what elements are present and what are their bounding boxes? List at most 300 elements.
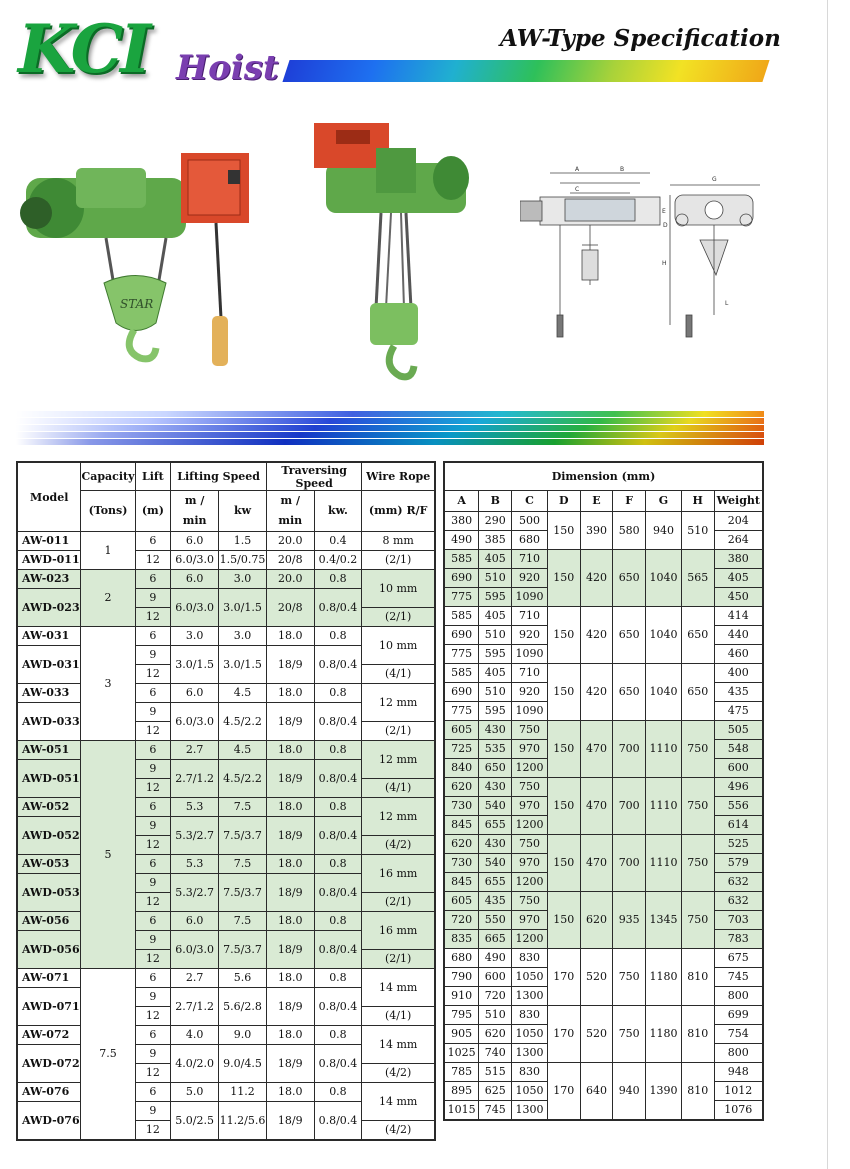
dim-row bbox=[444, 1063, 763, 1082]
lift-cell: 12 bbox=[135, 1064, 171, 1083]
wire-rope-size: 12 mm bbox=[362, 684, 435, 722]
dim-c: 1050 bbox=[512, 968, 548, 987]
speed-cell-ts: 18/9 bbox=[267, 931, 315, 969]
dim-c: 1300 bbox=[512, 1044, 548, 1063]
dim-d: 150 bbox=[547, 607, 580, 664]
spec-row bbox=[17, 741, 435, 760]
spec-row bbox=[17, 1083, 435, 1102]
header-model: Model bbox=[17, 462, 81, 532]
speed-cell-lk: 3.0/1.5 bbox=[219, 589, 267, 627]
speed-cell-tk: 0.8/0.4 bbox=[314, 874, 362, 912]
speed-cell-ls: 5.0/2.5 bbox=[171, 1102, 219, 1141]
dim-f: 580 bbox=[613, 512, 646, 550]
dim-d: 150 bbox=[547, 778, 580, 835]
model-awd: AWD-031 bbox=[17, 646, 81, 684]
dim-row bbox=[444, 1006, 763, 1025]
dim-weight: 204 bbox=[714, 512, 763, 531]
header-dim-b: B bbox=[479, 491, 512, 512]
dim-h: 650 bbox=[681, 664, 714, 721]
dim-f: 940 bbox=[613, 1063, 646, 1121]
lift-cell: 6 bbox=[135, 684, 171, 703]
speed-cell-tk: 0.8/0.4 bbox=[314, 760, 362, 798]
speed-cell-ts: 18.0 bbox=[267, 855, 315, 874]
speed-cell-tk: 0.8/0.4 bbox=[314, 589, 362, 627]
speed-cell-tk: 0.8/0.4 bbox=[314, 703, 362, 741]
dim-f: 750 bbox=[613, 949, 646, 1006]
wire-rope-size: 12 mm bbox=[362, 741, 435, 779]
model-awd: AWD-051 bbox=[17, 760, 81, 798]
dim-c: 920 bbox=[512, 683, 548, 702]
dim-c: 970 bbox=[512, 740, 548, 759]
lift-cell: 12 bbox=[135, 722, 171, 741]
speed-cell-ts: 18/9 bbox=[267, 1102, 315, 1141]
dim-b: 540 bbox=[479, 854, 512, 873]
wire-rope-reeving: (2/1) bbox=[362, 950, 435, 969]
dim-c: 680 bbox=[512, 531, 548, 550]
dim-weight: 440 bbox=[714, 626, 763, 645]
lift-cell: 12 bbox=[135, 1007, 171, 1026]
dim-c: 920 bbox=[512, 626, 548, 645]
speed-cell-lk: 9.0/4.5 bbox=[219, 1045, 267, 1083]
dim-g: 1110 bbox=[646, 835, 682, 892]
dim-weight: 496 bbox=[714, 778, 763, 797]
dim-a: 725 bbox=[444, 740, 479, 759]
dim-row bbox=[444, 721, 763, 740]
speed-cell-ls: 2.7 bbox=[171, 741, 219, 760]
dim-a: 720 bbox=[444, 911, 479, 930]
dim-a: 910 bbox=[444, 987, 479, 1006]
spec-row bbox=[17, 912, 435, 931]
lift-cell: 12 bbox=[135, 779, 171, 798]
speed-cell-lk: 7.5 bbox=[219, 912, 267, 931]
speed-cell-ls: 6.0 bbox=[171, 570, 219, 589]
dim-a: 585 bbox=[444, 550, 479, 569]
wire-rope-size: 16 mm bbox=[362, 855, 435, 893]
speed-cell-lk: 4.5/2.2 bbox=[219, 703, 267, 741]
dim-b: 625 bbox=[479, 1082, 512, 1101]
speed-cell-lk: 3.0/1.5 bbox=[219, 646, 267, 684]
dim-a: 620 bbox=[444, 835, 479, 854]
dim-f: 700 bbox=[613, 835, 646, 892]
dim-c: 750 bbox=[512, 721, 548, 740]
header-dim-d: D bbox=[547, 491, 580, 512]
dim-f: 935 bbox=[613, 892, 646, 949]
wire-rope-reeving: (4/1) bbox=[362, 665, 435, 684]
dim-weight: 754 bbox=[714, 1025, 763, 1044]
speed-cell-ts: 18.0 bbox=[267, 798, 315, 817]
dim-d: 150 bbox=[547, 664, 580, 721]
dim-c: 970 bbox=[512, 911, 548, 930]
spec-row bbox=[17, 798, 435, 817]
dim-f: 750 bbox=[613, 1006, 646, 1063]
dim-d: 170 bbox=[547, 1006, 580, 1063]
dim-b: 510 bbox=[479, 683, 512, 702]
speed-cell-lk: 11.2 bbox=[219, 1083, 267, 1102]
dim-a: 690 bbox=[444, 626, 479, 645]
lift-cell: 6 bbox=[135, 627, 171, 646]
model-aw: AW-031 bbox=[17, 627, 81, 646]
dim-label-a: A bbox=[575, 166, 580, 173]
dim-label-d: D bbox=[663, 222, 668, 229]
speed-cell-ts: 20/8 bbox=[267, 589, 315, 627]
speed-cell-tk: 0.8 bbox=[314, 912, 362, 931]
header-capacity-unit: (Tons) bbox=[81, 491, 135, 532]
dim-weight: 264 bbox=[714, 531, 763, 550]
lift-cell: 6 bbox=[135, 1026, 171, 1045]
speed-cell-tk: 0.8/0.4 bbox=[314, 646, 362, 684]
capacity-cell: 1 bbox=[81, 532, 135, 570]
dim-b: 665 bbox=[479, 930, 512, 949]
dim-h: 750 bbox=[681, 778, 714, 835]
dim-weight: 1076 bbox=[714, 1101, 763, 1121]
dimension-diagram bbox=[520, 165, 760, 345]
dim-weight: 675 bbox=[714, 949, 763, 968]
dim-a: 690 bbox=[444, 569, 479, 588]
model-aw: AW-011 bbox=[17, 532, 81, 551]
wire-rope-size: 12 mm bbox=[362, 798, 435, 836]
dim-a: 840 bbox=[444, 759, 479, 778]
dim-h: 650 bbox=[681, 607, 714, 664]
header-traversing-speed: Traversing Speed bbox=[267, 462, 362, 491]
dim-h: 810 bbox=[681, 949, 714, 1006]
dim-a: 620 bbox=[444, 778, 479, 797]
spec-row bbox=[17, 1026, 435, 1045]
model-aw: AW-052 bbox=[17, 798, 81, 817]
lift-cell: 6 bbox=[135, 798, 171, 817]
dim-weight: 800 bbox=[714, 987, 763, 1006]
dim-a: 790 bbox=[444, 968, 479, 987]
dim-e: 390 bbox=[580, 512, 613, 550]
dim-f: 700 bbox=[613, 721, 646, 778]
dim-c: 710 bbox=[512, 607, 548, 626]
speed-cell-ls: 5.3/2.7 bbox=[171, 817, 219, 855]
wire-rope-reeving: (4/2) bbox=[362, 836, 435, 855]
dim-g: 940 bbox=[646, 512, 682, 550]
wire-rope-size: 8 mm bbox=[362, 532, 435, 551]
lift-cell: 9 bbox=[135, 874, 171, 893]
model-aw: AW-072 bbox=[17, 1026, 81, 1045]
lift-cell: 12 bbox=[135, 608, 171, 627]
section-rainbow-bar bbox=[16, 411, 764, 453]
model-awd: AWD-076 bbox=[17, 1102, 81, 1141]
dim-e: 470 bbox=[580, 778, 613, 835]
dim-row bbox=[444, 664, 763, 683]
dim-c: 750 bbox=[512, 835, 548, 854]
speed-cell-ts: 18.0 bbox=[267, 912, 315, 931]
logo-brand: KCI bbox=[18, 10, 148, 88]
header-lift-unit: (m) bbox=[135, 491, 171, 532]
capacity-cell: 2 bbox=[81, 570, 135, 627]
header-rainbow-stripe bbox=[282, 60, 769, 82]
header-dim-f: F bbox=[613, 491, 646, 512]
model-awd: AWD-023 bbox=[17, 589, 81, 627]
speed-cell-ls: 6.0 bbox=[171, 684, 219, 703]
dim-h: 510 bbox=[681, 512, 714, 550]
dim-a: 605 bbox=[444, 721, 479, 740]
speed-cell-ts: 18.0 bbox=[267, 741, 315, 760]
dim-a: 490 bbox=[444, 531, 479, 550]
header-traversing-kw: kw. bbox=[314, 491, 362, 532]
spec-row bbox=[17, 855, 435, 874]
dim-weight: 525 bbox=[714, 835, 763, 854]
dim-weight: 400 bbox=[714, 664, 763, 683]
wire-rope-reeving: (4/2) bbox=[362, 1064, 435, 1083]
speed-cell-ts: 18.0 bbox=[267, 1026, 315, 1045]
dim-a: 835 bbox=[444, 930, 479, 949]
dim-weight: 632 bbox=[714, 892, 763, 911]
dim-b: 430 bbox=[479, 835, 512, 854]
dim-a: 795 bbox=[444, 1006, 479, 1025]
dim-e: 520 bbox=[580, 949, 613, 1006]
speed-cell-lk: 4.5 bbox=[219, 684, 267, 703]
specification-table bbox=[16, 461, 436, 1141]
dim-b: 655 bbox=[479, 873, 512, 892]
lift-cell: 12 bbox=[135, 665, 171, 684]
dim-e: 420 bbox=[580, 607, 613, 664]
dim-b: 655 bbox=[479, 816, 512, 835]
speed-cell-ls: 5.0 bbox=[171, 1083, 219, 1102]
speed-cell-tk: 0.8 bbox=[314, 570, 362, 589]
dim-label-h: H bbox=[662, 260, 667, 267]
dim-e: 620 bbox=[580, 892, 613, 949]
speed-cell-ls: 2.7 bbox=[171, 969, 219, 988]
lift-cell: 6 bbox=[135, 570, 171, 589]
model-aw: AW-051 bbox=[17, 741, 81, 760]
dim-a: 730 bbox=[444, 854, 479, 873]
speed-cell-ls: 6.0/3.0 bbox=[171, 931, 219, 969]
speed-cell-lk: 7.5/3.7 bbox=[219, 874, 267, 912]
dimension-table bbox=[443, 461, 764, 1121]
dim-a: 585 bbox=[444, 607, 479, 626]
dim-e: 520 bbox=[580, 1006, 613, 1063]
dim-h: 810 bbox=[681, 1063, 714, 1121]
header-dim-weight: Weight bbox=[714, 491, 763, 512]
dim-weight: 380 bbox=[714, 550, 763, 569]
dim-g: 1390 bbox=[646, 1063, 682, 1121]
dim-b: 600 bbox=[479, 968, 512, 987]
speed-cell-tk: 0.8 bbox=[314, 684, 362, 703]
dim-b: 385 bbox=[479, 531, 512, 550]
speed-cell-lk: 4.5 bbox=[219, 741, 267, 760]
dim-b: 490 bbox=[479, 949, 512, 968]
speed-cell-ts: 18/9 bbox=[267, 988, 315, 1026]
speed-cell-ls: 6.0 bbox=[171, 532, 219, 551]
dim-weight: 405 bbox=[714, 569, 763, 588]
dim-a: 785 bbox=[444, 1063, 479, 1082]
speed-cell-lk: 7.5 bbox=[219, 798, 267, 817]
dim-a: 730 bbox=[444, 797, 479, 816]
dim-c: 830 bbox=[512, 1006, 548, 1025]
dim-label-e: E bbox=[662, 208, 666, 215]
dim-c: 1050 bbox=[512, 1082, 548, 1101]
dim-e: 420 bbox=[580, 550, 613, 607]
dim-d: 170 bbox=[547, 1063, 580, 1121]
dim-c: 710 bbox=[512, 664, 548, 683]
dim-b: 595 bbox=[479, 588, 512, 607]
dim-g: 1040 bbox=[646, 550, 682, 607]
lift-cell: 9 bbox=[135, 1102, 171, 1121]
lift-cell: 12 bbox=[135, 1121, 171, 1141]
header-dimension: Dimension (mm) bbox=[444, 462, 763, 491]
dim-a: 775 bbox=[444, 645, 479, 664]
spec-row bbox=[17, 969, 435, 988]
dim-row bbox=[444, 607, 763, 626]
dim-b: 435 bbox=[479, 892, 512, 911]
dim-row bbox=[444, 550, 763, 569]
dim-c: 1200 bbox=[512, 930, 548, 949]
header-lifting-speed: Lifting Speed bbox=[171, 462, 267, 491]
dim-row bbox=[444, 778, 763, 797]
speed-cell-tk: 0.8/0.4 bbox=[314, 1045, 362, 1083]
speed-cell-tk: 0.8 bbox=[314, 627, 362, 646]
dim-row bbox=[444, 835, 763, 854]
dim-c: 750 bbox=[512, 778, 548, 797]
dim-a: 690 bbox=[444, 683, 479, 702]
speed-cell-tk: 0.8 bbox=[314, 741, 362, 760]
dim-a: 1015 bbox=[444, 1101, 479, 1121]
wire-rope-size: 14 mm bbox=[362, 1026, 435, 1064]
model-aw: AW-071 bbox=[17, 969, 81, 988]
wire-rope-size: 14 mm bbox=[362, 1083, 435, 1121]
spec-row bbox=[17, 532, 435, 551]
dim-row bbox=[444, 949, 763, 968]
speed-cell-lk: 7.5/3.7 bbox=[219, 817, 267, 855]
speed-cell-tk: 0.8/0.4 bbox=[314, 817, 362, 855]
lift-cell: 12 bbox=[135, 950, 171, 969]
wire-rope-size: 14 mm bbox=[362, 969, 435, 1007]
page-title: AW-Type Specification bbox=[500, 25, 781, 52]
speed-cell-tk: 0.8/0.4 bbox=[314, 988, 362, 1026]
model-aw: AW-033 bbox=[17, 684, 81, 703]
dim-weight: 600 bbox=[714, 759, 763, 778]
speed-cell-ts: 18.0 bbox=[267, 1083, 315, 1102]
wire-rope-reeving: (2/1) bbox=[362, 608, 435, 627]
dim-b: 745 bbox=[479, 1101, 512, 1121]
speed-cell-tk: 0.8 bbox=[314, 1083, 362, 1102]
dim-f: 650 bbox=[613, 607, 646, 664]
speed-cell-ls: 6.0/3.0 bbox=[171, 703, 219, 741]
dim-g: 1180 bbox=[646, 1006, 682, 1063]
dim-weight: 414 bbox=[714, 607, 763, 626]
speed-cell-ls: 6.0/3.0 bbox=[171, 589, 219, 627]
speed-cell-lk: 1.5/0.75 bbox=[219, 551, 267, 570]
dim-a: 905 bbox=[444, 1025, 479, 1044]
dim-weight: 1012 bbox=[714, 1082, 763, 1101]
speed-cell-lk: 7.5/3.7 bbox=[219, 931, 267, 969]
dim-weight: 745 bbox=[714, 968, 763, 987]
dim-weight: 435 bbox=[714, 683, 763, 702]
speed-cell-tk: 0.4 bbox=[314, 532, 362, 551]
dim-c: 1090 bbox=[512, 702, 548, 721]
dim-c: 920 bbox=[512, 569, 548, 588]
dim-h: 565 bbox=[681, 550, 714, 607]
dim-row bbox=[444, 512, 763, 531]
lift-cell: 6 bbox=[135, 855, 171, 874]
lift-cell: 12 bbox=[135, 836, 171, 855]
model-awd: AWD-033 bbox=[17, 703, 81, 741]
lift-cell: 12 bbox=[135, 551, 171, 570]
dim-h: 810 bbox=[681, 1006, 714, 1063]
model-awd: AWD-072 bbox=[17, 1045, 81, 1083]
header-lift: Lift bbox=[135, 462, 171, 491]
speed-cell-lk: 7.5 bbox=[219, 855, 267, 874]
lift-cell: 6 bbox=[135, 912, 171, 931]
speed-cell-tk: 0.8 bbox=[314, 969, 362, 988]
dim-b: 510 bbox=[479, 569, 512, 588]
dim-a: 680 bbox=[444, 949, 479, 968]
dim-g: 1040 bbox=[646, 664, 682, 721]
dim-d: 150 bbox=[547, 721, 580, 778]
spec-row bbox=[17, 627, 435, 646]
speed-cell-ls: 2.7/1.2 bbox=[171, 988, 219, 1026]
dim-weight: 475 bbox=[714, 702, 763, 721]
dim-c: 830 bbox=[512, 1063, 548, 1082]
lift-cell: 9 bbox=[135, 703, 171, 722]
dim-b: 405 bbox=[479, 550, 512, 569]
logo-product: Hoist bbox=[176, 48, 279, 88]
dim-c: 1050 bbox=[512, 1025, 548, 1044]
dim-label-b: B bbox=[620, 166, 625, 173]
speed-cell-tk: 0.8 bbox=[314, 798, 362, 817]
dim-c: 1090 bbox=[512, 645, 548, 664]
speed-cell-ts: 18/9 bbox=[267, 874, 315, 912]
speed-cell-ts: 18.0 bbox=[267, 627, 315, 646]
dim-g: 1180 bbox=[646, 949, 682, 1006]
wire-rope-reeving: (2/1) bbox=[362, 551, 435, 570]
wire-rope-reeving: (2/1) bbox=[362, 893, 435, 912]
model-awd: AWD-056 bbox=[17, 931, 81, 969]
model-aw: AW-056 bbox=[17, 912, 81, 931]
dim-c: 1300 bbox=[512, 1101, 548, 1121]
dim-weight: 450 bbox=[714, 588, 763, 607]
speed-cell-tk: 0.8/0.4 bbox=[314, 1102, 362, 1141]
header-capacity: Capacity bbox=[81, 462, 135, 491]
header-dim-e: E bbox=[580, 491, 613, 512]
wire-rope-reeving: (2/1) bbox=[362, 722, 435, 741]
model-awd: AWD-071 bbox=[17, 988, 81, 1026]
dim-g: 1345 bbox=[646, 892, 682, 949]
speed-cell-ts: 20.0 bbox=[267, 570, 315, 589]
dim-c: 970 bbox=[512, 797, 548, 816]
dim-f: 700 bbox=[613, 778, 646, 835]
capacity-cell: 7.5 bbox=[81, 969, 135, 1141]
lift-cell: 6 bbox=[135, 532, 171, 551]
model-awd: AWD-052 bbox=[17, 817, 81, 855]
dim-b: 650 bbox=[479, 759, 512, 778]
speed-cell-ts: 20/8 bbox=[267, 551, 315, 570]
wire-rope-reeving: (4/1) bbox=[362, 1007, 435, 1026]
kci-hoist-logo bbox=[18, 10, 288, 94]
dim-row bbox=[444, 892, 763, 911]
block-label: STAR bbox=[120, 297, 154, 311]
speed-cell-ts: 18/9 bbox=[267, 760, 315, 798]
dim-b: 550 bbox=[479, 911, 512, 930]
dim-b: 595 bbox=[479, 702, 512, 721]
dim-d: 150 bbox=[547, 550, 580, 607]
speed-cell-tk: 0.8 bbox=[314, 1026, 362, 1045]
dim-label-l: L bbox=[725, 300, 729, 307]
dim-b: 405 bbox=[479, 607, 512, 626]
speed-cell-ls: 5.3 bbox=[171, 855, 219, 874]
lift-cell: 9 bbox=[135, 1045, 171, 1064]
dim-weight: 800 bbox=[714, 1044, 763, 1063]
capacity-cell: 3 bbox=[81, 627, 135, 741]
dim-c: 1090 bbox=[512, 588, 548, 607]
dim-b: 510 bbox=[479, 1006, 512, 1025]
header-lifting-m-min: m / min bbox=[171, 491, 219, 532]
dim-a: 845 bbox=[444, 816, 479, 835]
dim-a: 775 bbox=[444, 702, 479, 721]
